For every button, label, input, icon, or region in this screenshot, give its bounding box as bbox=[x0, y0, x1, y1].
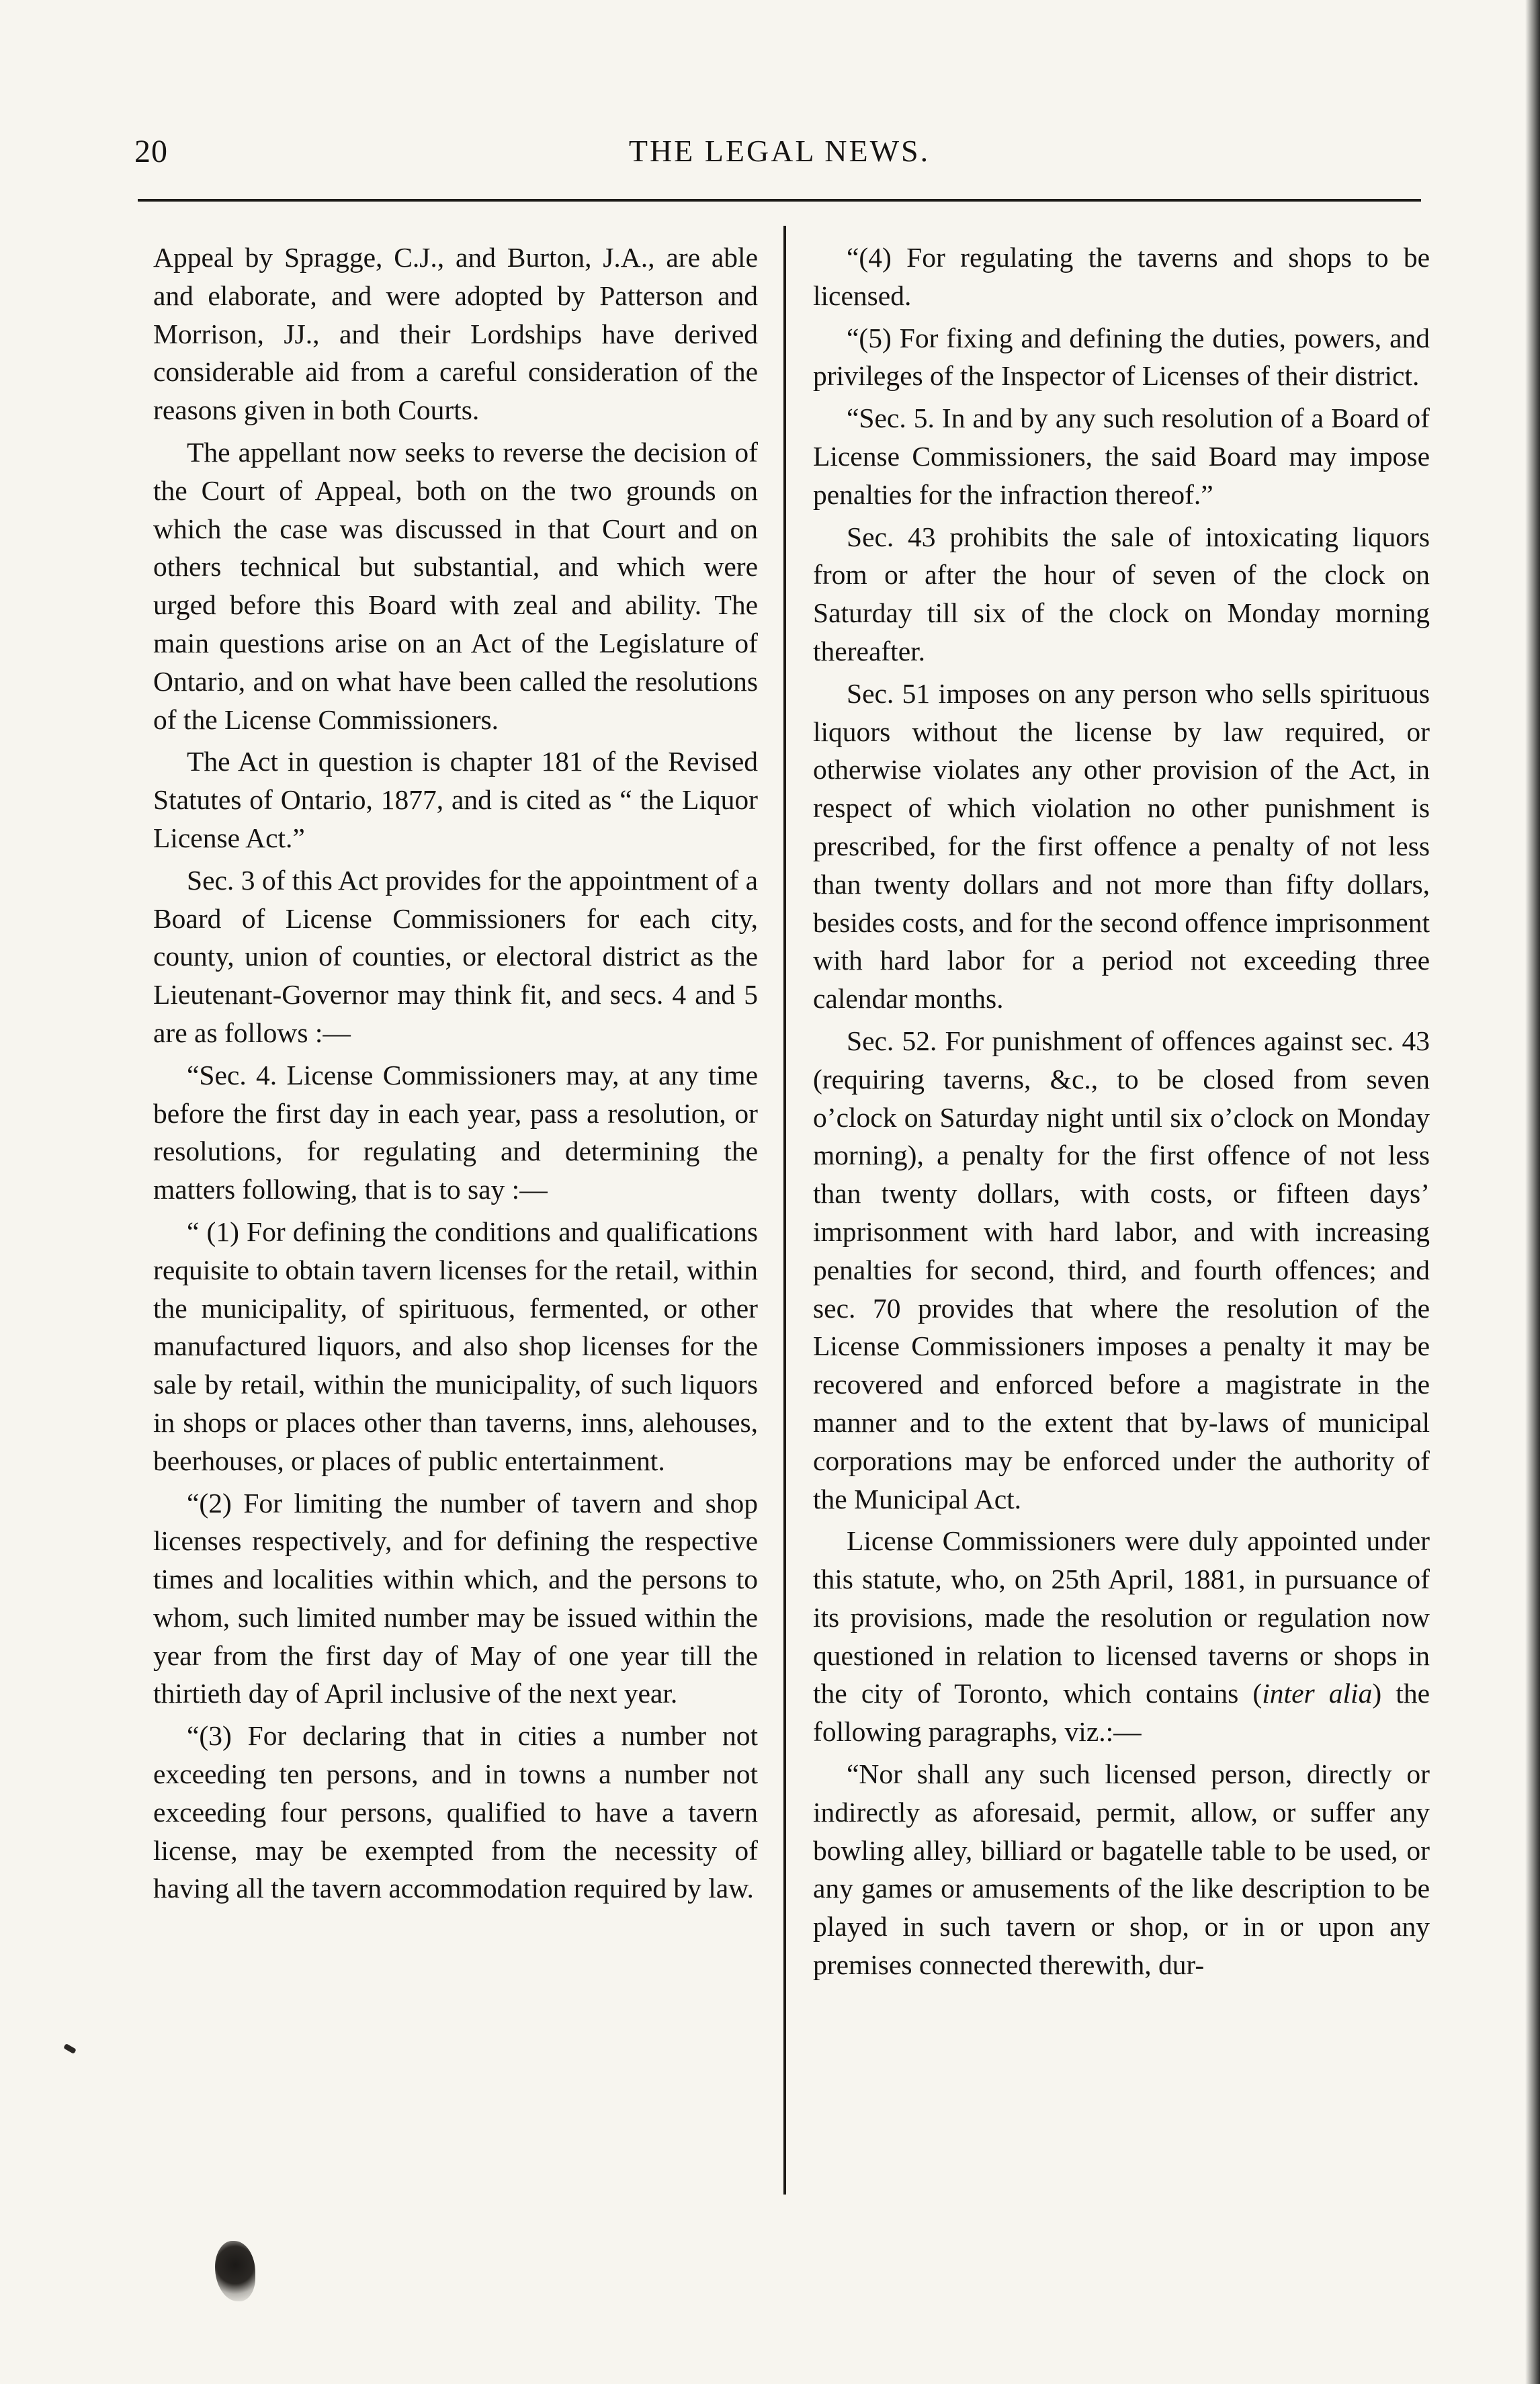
left-column bbox=[153, 239, 758, 1912]
paragraph: “(2) For limiting the number of tavern and shop licenses respectively, and for defining the respective times and localities within which, and the persons to whom, such limited number may be issued within the year from the first day of May of one year till the thirtieth day of April inclusive of the next year. bbox=[153, 1487, 758, 1709]
paragraph: Sec. 3 of this Act provides for the appointment of a Board of License Commissioners for each city, county, union of counties, or electoral district as the Lieutenant-Governor may think fit, and secs. 4 and 5 are as follows :— bbox=[153, 864, 758, 1048]
column-rule bbox=[783, 226, 786, 2195]
right-column bbox=[813, 239, 1430, 1988]
scan-edge-shadow bbox=[1525, 0, 1540, 2384]
paragraph: “(3) For declaring that in cities a number not exceeding ten persons, and in towns a number not exceeding four persons, qualified to have a tavern license, may be exempted from the necessity of having all the tavern accommodation required by law. bbox=[153, 1720, 758, 1904]
paragraph: Sec. 51 imposes on any person who sells spirituous liquors without the license by law required, or otherwise violates any other provision of the Act, in respect of which violation no other punishment is prescribed, for the first offence a penalty of not less than twenty dollars and not more than fifty dollars, besides costs, and for the second offence imprisonment with hard labor for a period not exceeding three calendar months. bbox=[813, 677, 1430, 1015]
paragraph: Sec. 52. For punishment of offences against sec. 43 (requiring taverns, &c., to be closed from seven o’clock on Saturday night until six o’clock on Monday morning), a penalty for the first offence of not less than twenty dollars, with costs, or fifteen days’ imprisonment with hard labor, and with increasing penalties for second, third, and fourth offences; and sec. 70 provides that where the resolution of the License Commissioners imposes a penalty it may be recovered and enforced before a magistrate in the manner and to the extent that by-laws of municipal corporations may be enforced under the authority of the Municipal Act. bbox=[813, 1025, 1430, 1515]
page-number: 20 bbox=[134, 134, 168, 169]
paragraph: “(4) For regulating the taverns and shops to be licensed. bbox=[813, 242, 1430, 311]
paragraph: “(5) For fixing and defining the duties, powers, and privileges of the Inspector of Licenses of their district. bbox=[813, 322, 1430, 392]
paragraph: Sec. 43 prohibits the sale of intoxicating liquors from or after the hour of seven of the clock on Saturday till six of the clock on Monday morning thereafter. bbox=[813, 521, 1430, 667]
stray-ink-mark bbox=[63, 2043, 77, 2054]
paragraph: The appellant now seeks to reverse the decision of the Court of Appeal, both on the two grounds on which the case was discussed in that Court and on others technical but substantial, and which were urged before this Board with zeal and ability. The main questions arise on an Act of the Legislature of Ontario, and on what have been called the resolutions of the License Commissioners. bbox=[153, 436, 758, 735]
running-title: THE LEGAL NEWS. bbox=[628, 134, 931, 168]
paragraph: Appeal by Spragge, C.J., and Burton, J.A., are able and elaborate, and were adopted by Patterson and Morrison, JJ., and their Lordships have derived considerable aid from a careful consideration of the reasons given in both Courts. bbox=[153, 242, 758, 426]
paragraph bbox=[813, 1522, 1430, 1751]
text-run: ) the following paragraphs, viz.:— bbox=[813, 1678, 1430, 1748]
paragraph: “Nor shall any such licensed person, directly or indirectly as aforesaid, permit, allow, or suffer any bowling alley, billiard or bagatelle table to be used, or any games or amusements of the like description to be played in such tavern or shop, or in or upon any premises connected therewith, dur- bbox=[813, 1758, 1430, 1981]
page-header bbox=[134, 133, 1424, 180]
italic-text: inter alia bbox=[1262, 1678, 1373, 1709]
paragraph: “Sec. 4. License Commissioners may, at any time before the first day in each year, pass a resolution, or resolutions, for regulating and determining the matters following, that is to say :— bbox=[153, 1059, 758, 1205]
paragraph: The Act in question is chapter 181 of the Revised Statutes of Ontario, 1877, and is cited as “ the Liquor License Act.” bbox=[153, 746, 758, 853]
paragraph: “ (1) For defining the conditions and qualifications requisite to obtain tavern licenses for the retail, within the municipality, of spirituous, fermented, or other manufactured liquors, and also shop licenses for the sale by retail, within the municipality, of such liquors in shops or places other than taverns, inns, alehouses, beerhouses, or places of public entertainment. bbox=[153, 1216, 758, 1476]
header-rule bbox=[138, 199, 1421, 202]
ink-blot bbox=[215, 2241, 255, 2301]
paragraph: “Sec. 5. In and by any such resolution of a Board of License Commissioners, the said Board may impose penalties for the infraction thereof.” bbox=[813, 402, 1430, 510]
text-run: License Commissioners were duly appointed under this statute, who, on 25th April, 1881, in pursuance of its provisions, made the resolution or regulation now questioned in relation to licensed taverns or shops in the city of Toronto, which contains ( bbox=[813, 1525, 1430, 1709]
